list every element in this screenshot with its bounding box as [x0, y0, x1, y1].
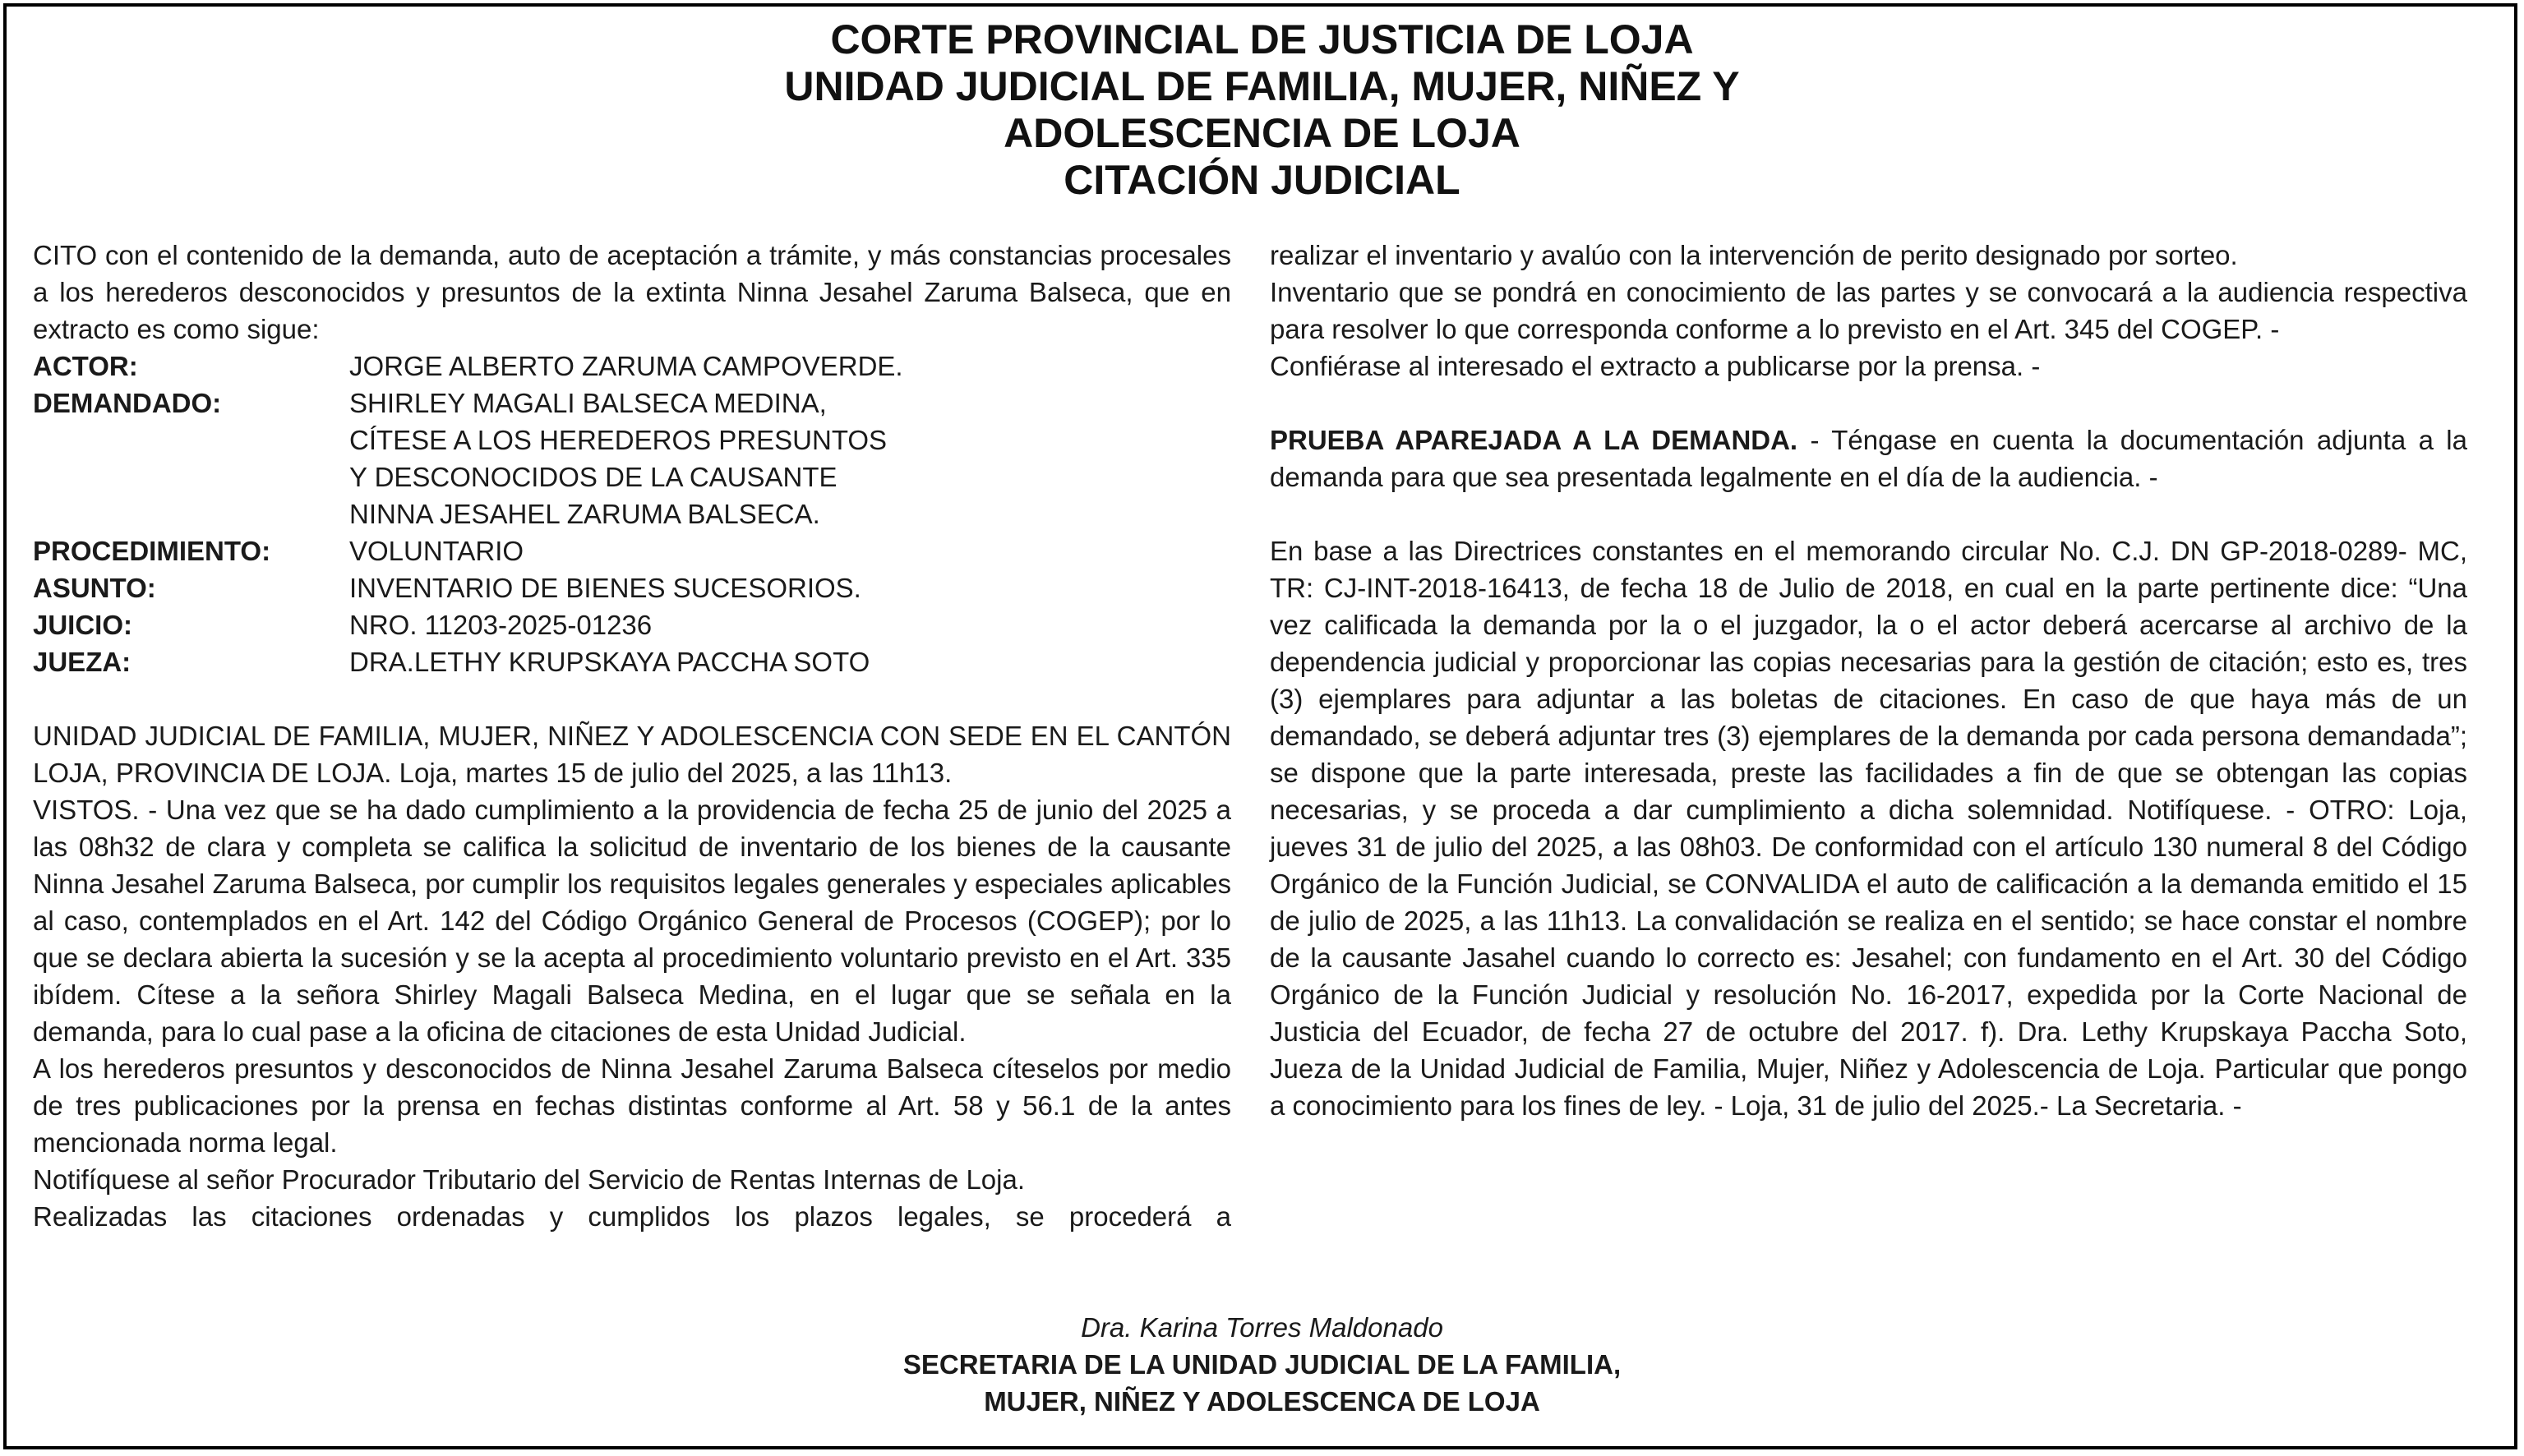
confierase-paragraph: Confiérase al interesado el extracto a publicarse por la prensa. - — [1270, 351, 2041, 381]
procedimiento-label: PROCEDIMIENTO: — [33, 536, 271, 566]
prueba-paragraph — [1270, 422, 2467, 495]
notificacion-paragraph: Notifíquese al señor Procurador Tributario del Servicio de Rentas Internas de Loja. — [33, 1164, 1025, 1195]
juicio-label: JUICIO: — [33, 610, 133, 640]
field-demandado — [33, 385, 1231, 422]
demandado-line-2: CÍTESE A LOS HEREDEROS PRESUNTOS — [349, 425, 888, 455]
field-juicio — [33, 606, 1231, 643]
signatory-title-line1: SECRETARIA DE LA UNIDAD JUDICIAL DE LA FAMILIA, — [902, 1349, 1622, 1380]
unit-name-line1: UNIDAD JUDICIAL DE FAMILIA, MUJER, NIÑEZ Y — [784, 63, 1740, 109]
signatory-title-line2: MUJER, NIÑEZ Y ADOLESCENCA DE LOJA — [984, 1386, 1540, 1417]
field-procedimiento — [33, 532, 1231, 569]
unit-location-paragraph: UNIDAD JUDICIAL DE FAMILIA, MUJER, NIÑEZ Y ADOLESCENCIA CON SEDE EN EL CANTÓN LOJA, PROVINCIA DE LOJA. Loja, martes 15 de julio del 2025, a las 11h13. — [33, 721, 1231, 788]
demandado-line-3: Y DESCONOCIDOS DE LA CAUSANTE — [349, 462, 837, 492]
prueba-text: - Téngase en cuenta la documentación adjunta a la demanda para que sea presentada legalmente en el día de la audiencia. - — [1270, 425, 2467, 492]
demandado-label: DEMANDADO: — [33, 388, 222, 418]
vistos-paragraph: VISTOS. - Una vez que se ha dado cumplimiento a la providencia de fecha 25 de junio del 2025 a las 08h32 de clara y completa se califica la solicitud de inventario de los bienes de la causante Ninna Jesahel Zaruma Balseca, por cumplir los requisitos legales generales y especiales aplicables al caso, contemplados en el Art. 142 del Código Orgánico General de Procesos (COGEP); por lo que se declara abierta la sucesión y se la acepta al procedimiento voluntario previsto en el Art. 335 ibídem. Cítese a la señora Shirley Magali Balseca Medina, en el lugar que se señala en la demanda, para lo cual pase a la oficina de citaciones de esta Unidad Judicial. — [33, 795, 1231, 1047]
asunto-value: INVENTARIO DE BIENES SUCESORIOS. — [349, 573, 861, 603]
field-actor — [33, 348, 1231, 385]
spacer — [1270, 385, 2467, 422]
spacer — [33, 680, 1231, 717]
realizadas-paragraph: Realizadas las citaciones ordenadas y cumplidos los plazos legales, se procederá a — [33, 1201, 1231, 1232]
jueza-label: JUEZA: — [33, 647, 132, 677]
spacer — [1270, 495, 2467, 532]
jueza-value: DRA.LETHY KRUPSKAYA PACCHA SOTO — [349, 647, 870, 677]
demandado-value: SHIRLEY MAGALI BALSECA MEDINA, — [349, 388, 827, 418]
asunto-label: ASUNTO: — [33, 573, 156, 603]
intro-paragraph: CITO con el contenido de la demanda, auto de aceptación a trámite, y más constancias procesales a los herederos desconocidos y presuntos de la extinta Ninna Jesahel Zaruma Balseca, que en extracto es como sigue: — [33, 240, 1231, 344]
demandado-line-4: NINNA JESAHEL ZARUMA BALSECA. — [349, 499, 820, 529]
inventario-line: realizar el inventario y avalúo con la intervención de perito designado por sorteo. — [1270, 240, 2238, 270]
herederos-paragraph: A los herederos presuntos y desconocidos de Ninna Jesahel Zaruma Balseca cíteselos por medio de tres publicaciones por la prensa en fechas distintas conforme al Art. 58 y 56.1 de la antes mencionada norma legal. — [33, 1053, 1231, 1158]
actor-label: ACTOR: — [33, 351, 138, 381]
left-column — [33, 237, 1231, 1235]
signatory-name: Dra. Karina Torres Maldonado — [1081, 1312, 1443, 1343]
document-title: CITACIÓN JUDICIAL — [1064, 157, 1460, 203]
procedimiento-value: VOLUNTARIO — [349, 536, 524, 566]
case-fields — [33, 348, 1231, 680]
field-asunto — [33, 569, 1231, 606]
right-column — [1270, 237, 2467, 1124]
field-jueza — [33, 643, 1231, 680]
signature-block — [0, 1309, 2524, 1420]
document-heading — [0, 16, 2524, 204]
unit-name-line2: ADOLESCENCIA DE LOJA — [1004, 110, 1520, 156]
prueba-heading: PRUEBA APAREJADA A LA DEMANDA. — [1270, 425, 1798, 455]
court-name: CORTE PROVINCIAL DE JUSTICIA DE LOJA — [830, 16, 1694, 62]
actor-value: JORGE ALBERTO ZARUMA CAMPOVERDE. — [349, 351, 903, 381]
directrices-paragraph: En base a las Directrices constantes en el memorando circular No. C.J. DN GP-2018-0289- MC, TR: CJ-INT-2018-16413, de fecha 18 de Julio de 2018, en cual en la parte pertinente dice: “Una vez calificada la demanda por la o el juzgador, la o el actor deberá acercarse al archivo de la dependencia judicial y proporcionar las copias necesarias para la gestión de citación; esto es, tres (3) ejemplares para adjuntar a las boletas de citaciones. En caso de que haya más de un demandado, se deberá adjuntar tres (3) ejemplares de la demanda por cada persona demandada”; se dispone que la parte interesada, preste las facilidades a fin de que se obtengan las copias necesarias, y se proceda a dar cumplimiento a dicha solemnidad. Notifíquese. - OTRO: Loja, jueves 31 de julio del 2025, a las 08h03. De conformidad con el artículo 130 numeral 8 del Código Orgánico de la Función Judicial, se CONVALIDA el auto de calificación a la demanda emitido el 15 de julio de 2025, a las 11h13. La convalidación se realiza en el sentido; se hace constar el nombre de la causante Jasahel cuando lo correcto es: Jesahel; con fundamento en el Art. 30 del Código Orgánico de la Función Judicial y resolución No. 16-2017, expedida por la Corte Nacional de Justicia del Ecuador, de fecha 27 de octubre del 2017. f). Dra. Lethy Krupskaya Paccha Soto, Jueza de la Unidad Judicial de Familia, Mujer, Niñez y Adolescencia de Loja. Particular que pongo a conocimiento para los fines de ley. - Loja, 31 de julio del 2025.- La Secretaria. - — [1270, 536, 2467, 1121]
inventario-paragraph: Inventario que se pondrá en conocimiento de las partes y se convocará a la audiencia respectiva para resolver lo que corresponda conforme a lo previsto en el Art. 345 del COGEP. - — [1270, 277, 2467, 344]
juicio-value: NRO. 11203-2025-01236 — [349, 610, 653, 640]
